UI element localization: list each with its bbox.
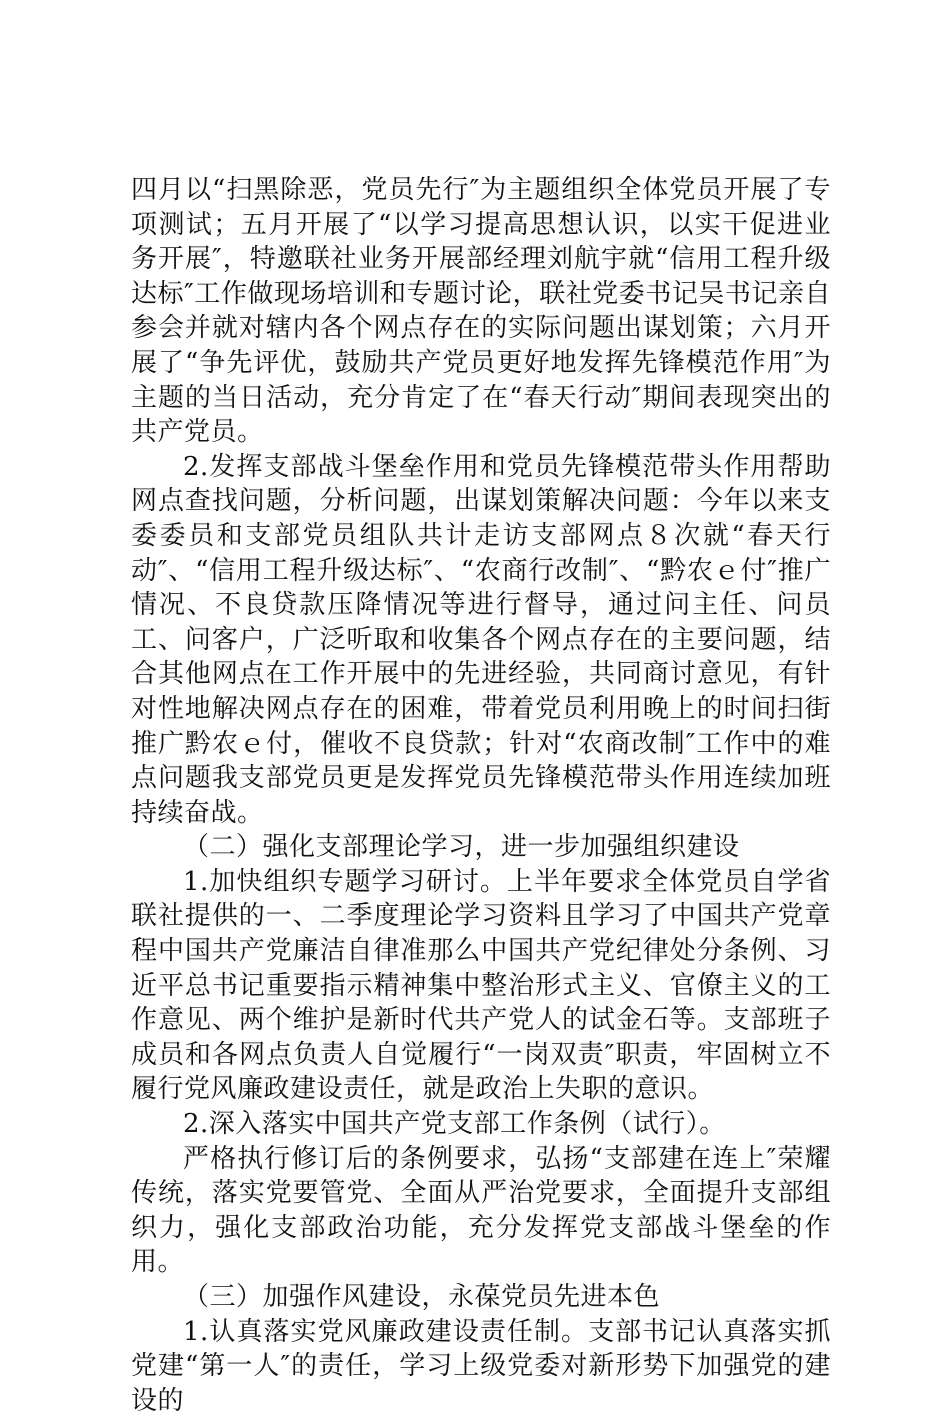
paragraph-branch-role: 2.发挥支部战斗堡垒作用和党员先锋模范带头作用帮助网点查找问题，分析问题，出谋划策解决问题：今年以来支委委员和支部党员组队共计走访支部网点８次就“春天行动″、“信用工程升级达标″、“农商行改制″、“黔农ｅ付″推广情况、不良贷款压降情况等进行督导，通过问主任、问员工、问客户，广泛听取和收集各个网点存在的主要问题，结合其他网点在工作开展中的先进经验，共同商讨意见，有针对性地解决网点存在的困难，带着党员利用晚上的时间扫街推广黔农ｅ付，催收不良贷款；针对“农商改制″工作中的难点问题我支部党员更是发挥党员先锋模范带头作用连续加班持续奋战。 [131, 451, 831, 828]
section-heading-theory-study: （二）强化支部理论学习，进一步加强组织建设 [183, 832, 740, 863]
paragraph-branch-regulations: 2.深入落实中国共产党支部工作条例（试行）。 [183, 1109, 726, 1140]
paragraph-study-seminar: 1.加快组织专题学习研讨。上半年要求全体党员自学省联社提供的一、二季度理论学习资料且学习了中国共产党章程中国共产党廉洁自律准那么中国共产党纪律处分条例、习近平总书记重要指示精神集中整治形式主义、官僚主义的工作意见、两个维护是新时代共产党人的试金石等。支部班子成员和各网点负责人自觉履行“一岗双责″职责，牢固树立不履行党风廉政建设责任，就是政治上失职的意识。 [131, 866, 831, 1105]
paragraph-regulation-requirements: 严格执行修订后的条例要求，弘扬“支部建在连上″荣耀传统，落实党要管党、全面从严治党要求，全面提升支部组织力，强化支部政治功能，充分发挥党支部战斗堡垒的作用。 [131, 1143, 831, 1278]
document-body [131, 173, 831, 1418]
paragraph-monthly-activities: 四月以“扫黑除恶，党员先行″为主题组织全体党员开展了专项测试；五月开展了“以学习提高思想认识，以实干促进业务开展″，特邀联社业务开展部经理刘航宇就“信用工程升级达标″工作做现场培训和专题讨论，联社党委书记吴书记亲自参会并就对辖内各个网点存在的实际问题出谋划策；六月开展了“争先评优，鼓励共产党员更好地发挥先锋模范作用″为主题的当日活动，充分肯定了在“春天行动″期间表现突出的共产党员。 [131, 175, 831, 448]
paragraph-integrity-responsibility: 1.认真落实党风廉政建设责任制。支部书记认真落实抓党建“第一人″的责任，学习上级党委对新形势下加强党的建设的 [131, 1316, 831, 1416]
section-heading-work-style: （三）加强作风建设，永葆党员先进本色 [183, 1282, 661, 1312]
